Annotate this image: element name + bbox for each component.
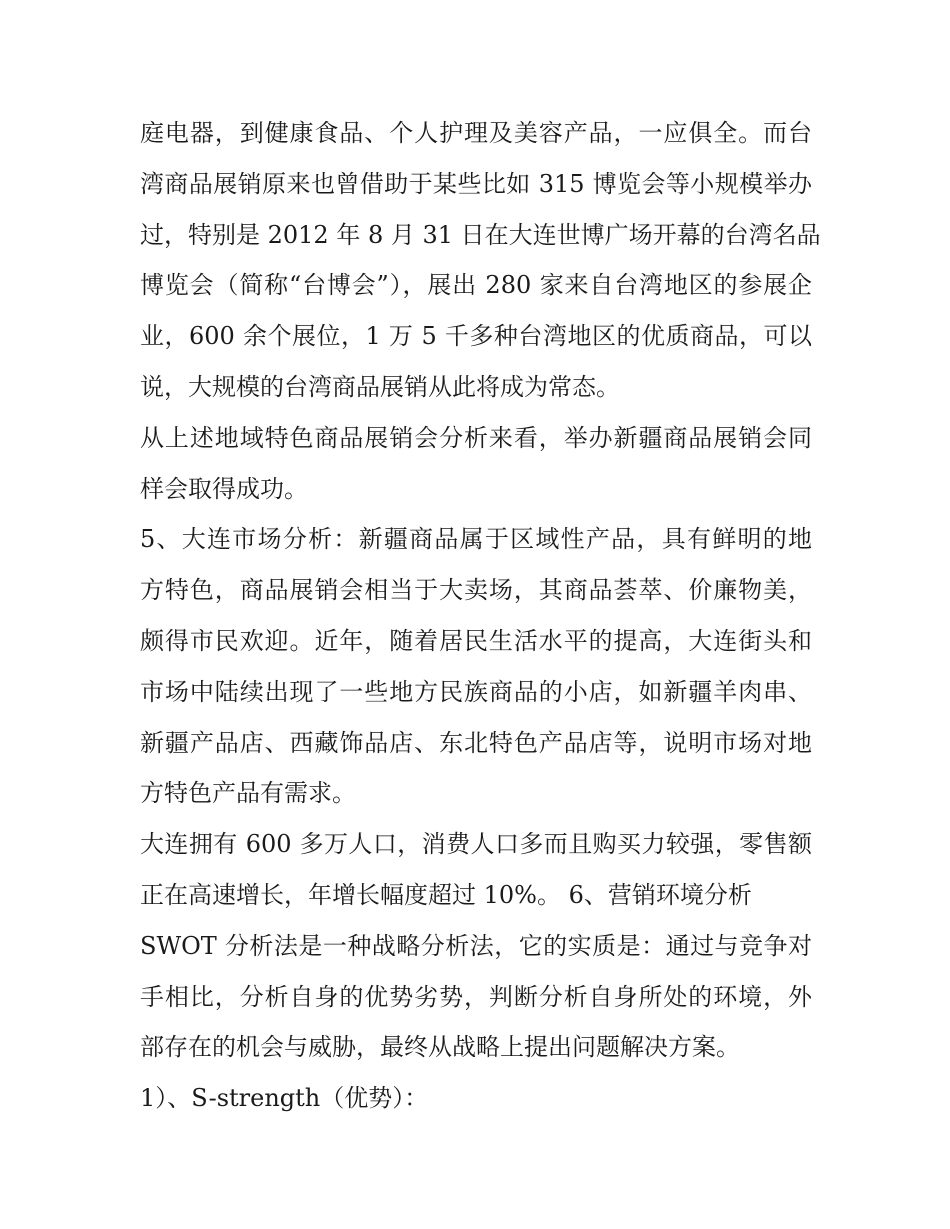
text-line-10: 方特色，商品展销会相当于大卖场，其商品荟萃、价廉物美， [140,576,812,605]
text-line-14: 方特色产品有需求。 [140,779,356,808]
text-line-3: 过，特别是 2012 年 8 月 31 日在大连世博广场开幕的台湾名品 [140,220,821,249]
text-line-5: 业，600 余个展位，1 万 5 千多种台湾地区的优质商品，可以 [140,322,812,351]
text-line-2: 湾商品展销原来也曾借助于某些比如 315 博览会等小规模举办 [140,169,812,198]
text-line-16: 正在高速增长，年增长幅度超过 10%。 6、营销环境分析 [140,880,752,909]
text-line-8: 样会取得成功。 [140,474,308,503]
text-line-20: 1）、S-strength（优势）： [140,1084,429,1113]
text-line-9: 5、大连市场分析：新疆商品属于区域性产品，具有鲜明的地 [140,525,812,554]
text-line-18: 手相比，分析自身的优势劣势，判断分析自身所处的环境，外 [140,982,812,1011]
text-line-1: 庭电器，到健康食品、个人护理及美容产品，一应俱全。而台 [140,119,812,147]
text-line-17: SWOT 分析法是一种战略分析法，它的实质是：通过与竞争对 [140,931,812,960]
text-line-12: 市场中陆续出现了一些地方民族商品的小店，如新疆羊肉串、 [140,677,812,706]
text-line-7: 从上述地域特色商品展销会分析来看，举办新疆商品展销会同 [140,423,812,452]
text-line-11: 颇得市民欢迎。近年，随着居民生活水平的提高，大连街头和 [140,626,812,655]
text-line-19: 部存在的机会与威胁，最终从战略上提出问题解决方案。 [140,1033,740,1062]
text-line-15: 大连拥有 600 多万人口，消费人口多而且购买力较强，零售额 [140,830,812,859]
text-line-13: 新疆产品店、西藏饰品店、东北特色产品店等，说明市场对地 [140,728,812,757]
text-line-4: 博览会（简称“台博会”），展出 280 家来自台湾地区的参展企 [140,271,812,300]
document-page [140,108,821,1124]
text-line-6: 说，大规模的台湾商品展销从此将成为常态。 [140,372,620,401]
